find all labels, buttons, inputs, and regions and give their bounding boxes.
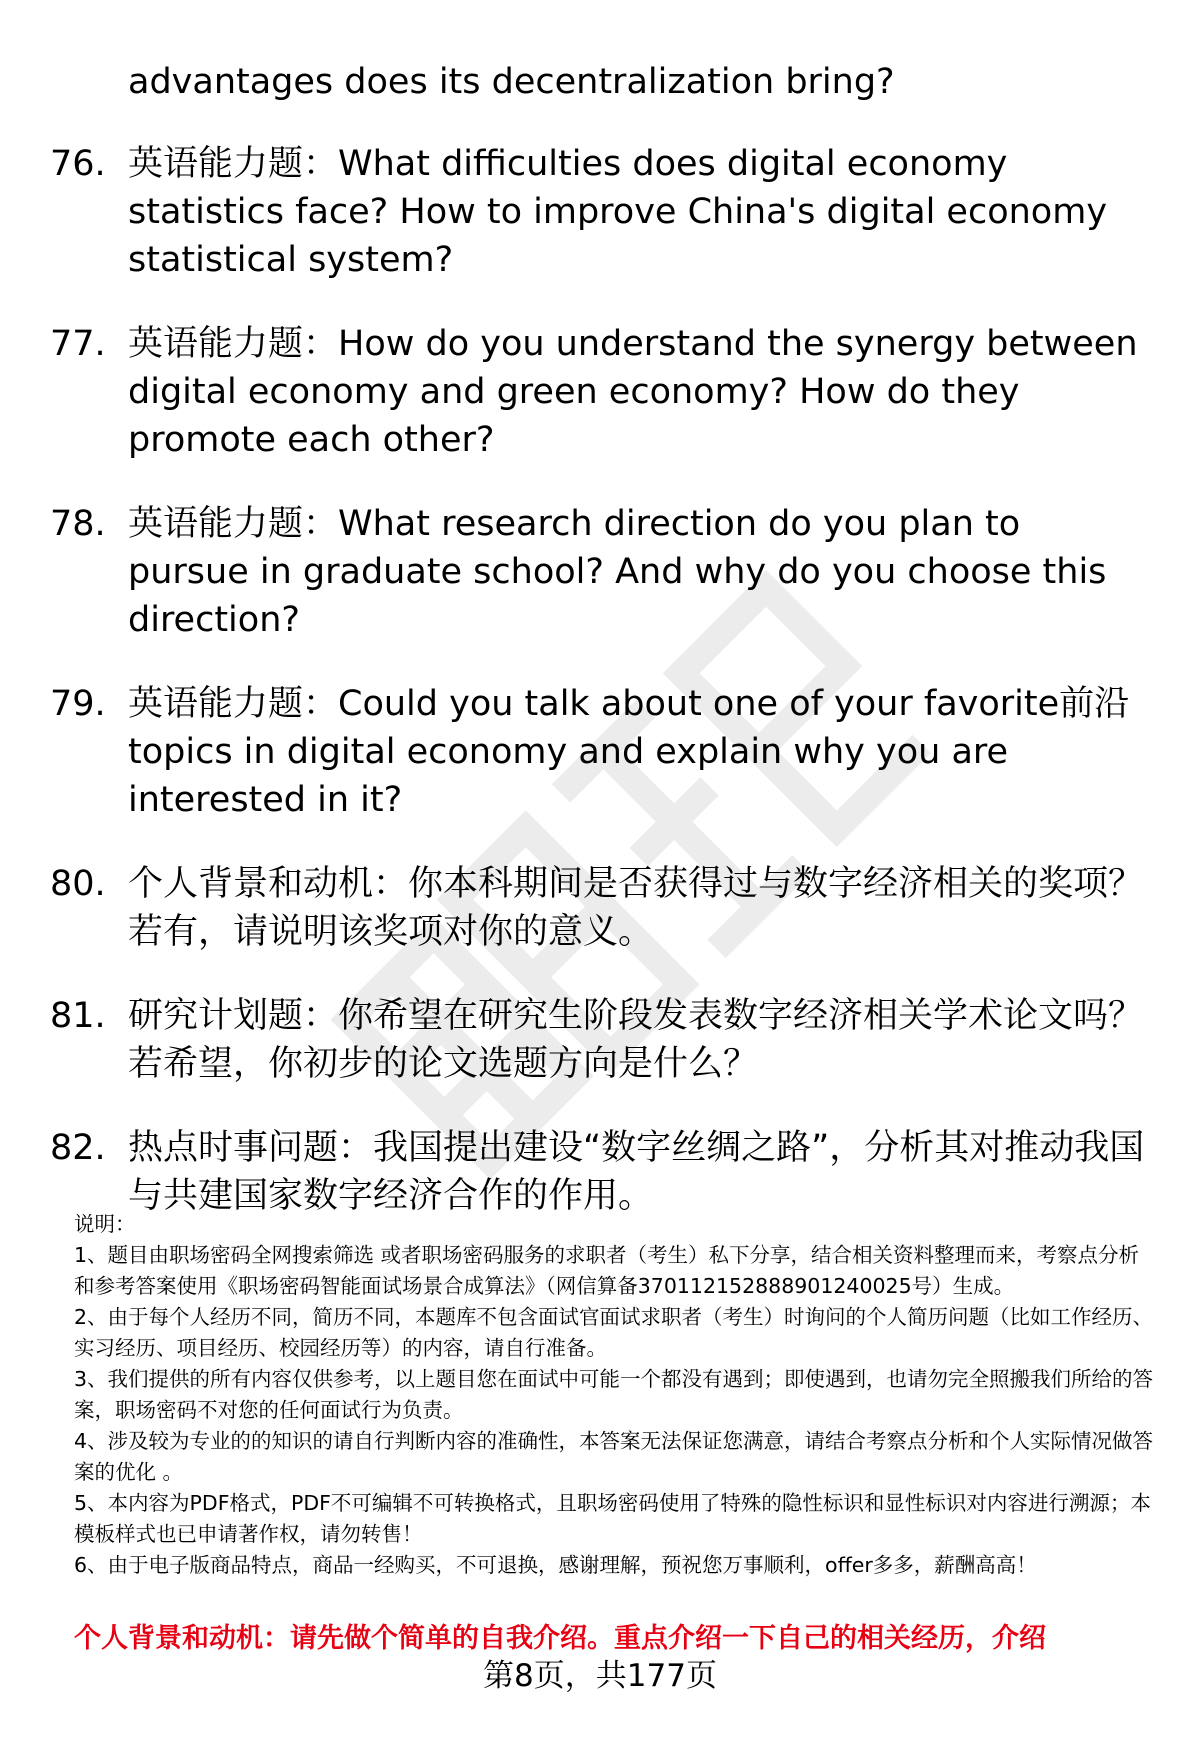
question-text: 英语能力题：What difficulties does digital economy statistics face? How to improve China's digital economy statistical system? xyxy=(128,144,1108,280)
question-text: 个人背景和动机：你本科期间是否获得过与数字经济相关的奖项？若有，请说明该奖项对你的意义。 xyxy=(128,864,1144,952)
next-question-highlight: 个人背景和动机：请先做个简单的自我介绍。重点介绍一下自己的相关经历，介绍 xyxy=(74,1623,1046,1654)
note-item: 6、由于电子版商品特点，商品一经购买，不可退换，感谢理解，预祝您万事顺利，offer多多，薪酬高高！ xyxy=(74,1553,1037,1577)
page-indicator: 第8页，共177页 xyxy=(483,1658,717,1694)
note-item: 1、题目由职场密码全网搜索筛选 或者职场密码服务的求职者（考生）私下分享，结合相关资料整理而来，考察点分析和参考答案使用《职场密码智能面试场景合成算法》（网信算备370112152888901240025号）生成。 xyxy=(74,1243,1140,1298)
question-number: 81. xyxy=(50,996,106,1036)
note-item: 5、本内容为PDF格式，PDF不可编辑不可转换格式，且职场密码使用了特殊的隐性标识和显性标识对内容进行溯源；本模板样式也已申请著作权，请勿转售！ xyxy=(74,1491,1151,1546)
question-list xyxy=(50,140,1160,1256)
question-text: 英语能力题：What research direction do you plan to pursue in graduate school? And why do you choose this direction? xyxy=(128,504,1107,640)
question-number: 77. xyxy=(50,324,106,364)
question-item xyxy=(50,860,1160,956)
question-number: 79. xyxy=(50,684,106,724)
note-item: 3、我们提供的所有内容仅供参考，以上题目您在面试中可能一个都没有遇到；即使遇到，也请勿完全照搬我们所给的答案，职场密码不对您的任何面试行为负责。 xyxy=(74,1367,1154,1422)
question-item xyxy=(50,680,1160,824)
notes-section xyxy=(74,1209,1154,1581)
question-continuation: advantages does its decentralization bring? xyxy=(128,62,895,102)
question-item xyxy=(50,140,1160,284)
question-item xyxy=(50,1124,1160,1220)
question-text: 研究计划题：你希望在研究生阶段发表数字经济相关学术论文吗？若希望，你初步的论文选题方向是什么？ xyxy=(128,996,1144,1084)
question-text: 英语能力题：Could you talk about one of your favorite前沿 topics in digital economy and explain why you are interested in it? xyxy=(128,684,1130,820)
notes-title: 说明： xyxy=(74,1212,136,1236)
question-number: 80. xyxy=(50,864,106,904)
question-text: 热点时事问题：我国提出建设“数字丝绸之路”，分析其对推动我国与共建国家数字经济合作的作用。 xyxy=(128,1128,1145,1216)
note-item: 4、涉及较为专业的的知识的请自行判断内容的准确性，本答案无法保证您满意，请结合考察点分析和个人实际情况做答案的优化 。 xyxy=(74,1429,1154,1484)
question-number: 82. xyxy=(50,1128,106,1168)
question-text: 英语能力题：How do you understand the synergy between digital economy and green economy? How do they promote each other? xyxy=(128,324,1138,460)
question-number: 78. xyxy=(50,504,106,544)
question-number: 76. xyxy=(50,144,106,184)
question-item xyxy=(50,992,1160,1088)
question-item xyxy=(50,320,1160,464)
question-item xyxy=(50,500,1160,644)
note-item: 2、由于每个人经历不同，简历不同，本题库不包含面试官面试求职者（考生）时询问的个人简历问题（比如工作经历、实习经历、项目经历、校园经历等）的内容，请自行准备。 xyxy=(74,1305,1154,1360)
